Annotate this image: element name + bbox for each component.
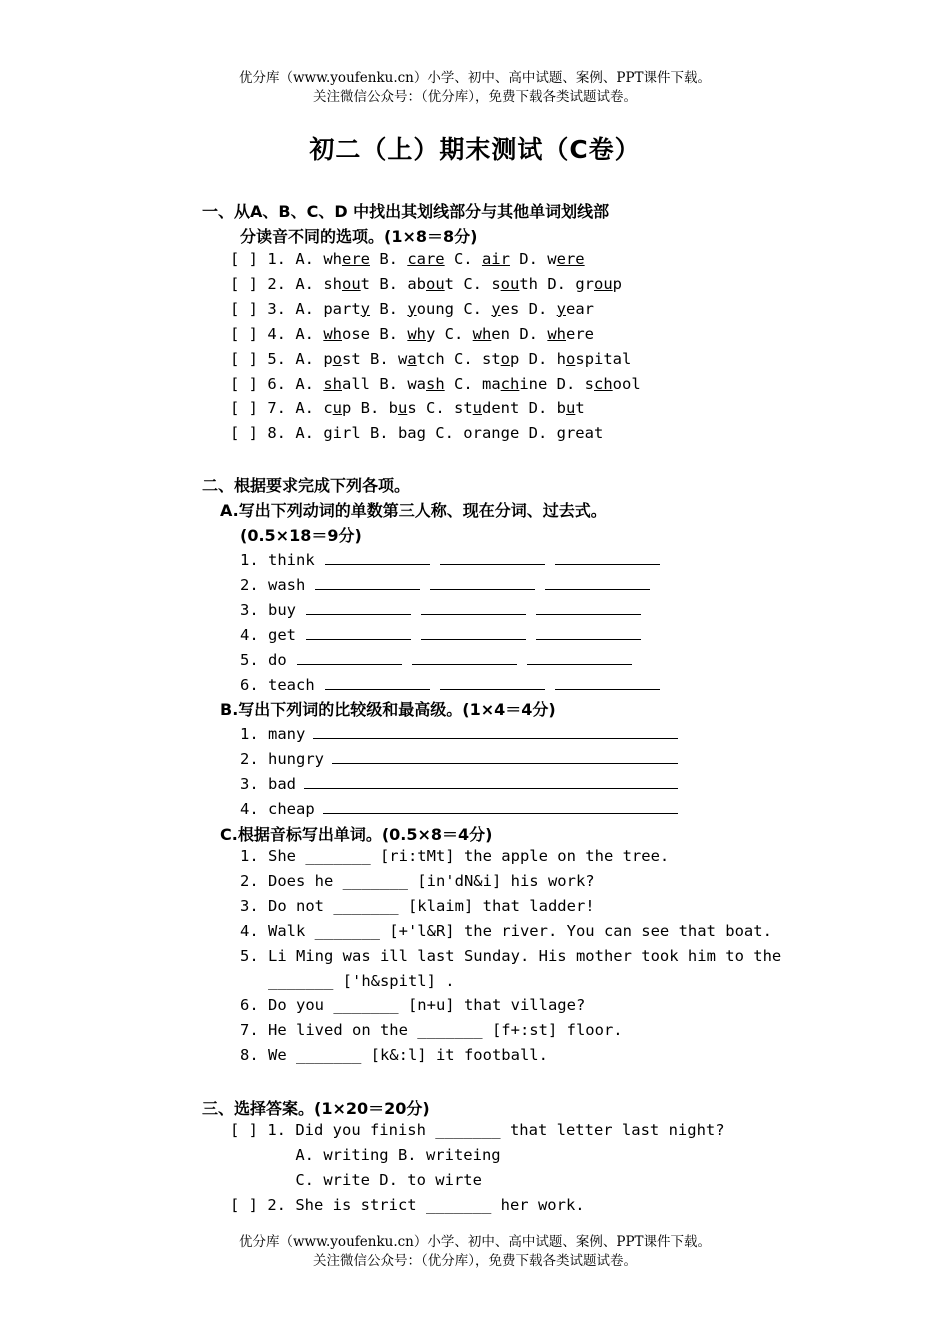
- question-row: [230, 250, 585, 268]
- question-text: ool: [612, 374, 641, 393]
- underlined-letters: air: [481, 250, 510, 268]
- underlined-letters: ou: [425, 274, 445, 293]
- verb-form-row: [240, 624, 651, 644]
- verb-form-row: [240, 549, 670, 569]
- underlined-letters: a: [407, 349, 417, 368]
- question-text: spital: [575, 349, 632, 368]
- answer-blank[interactable]: [421, 624, 526, 640]
- verb-form-row: [240, 649, 642, 669]
- question-row: [230, 399, 585, 417]
- underlined-letters: sh: [323, 374, 342, 393]
- underlined-letters: u: [566, 399, 576, 418]
- question-text: en D.: [491, 324, 548, 343]
- underlined-letters: y: [360, 299, 370, 318]
- question-text: tch C. st: [416, 349, 501, 368]
- adjective-word: 3. bad: [240, 774, 296, 793]
- choice-question-line: [ ] 2. She is strict _______ her work.: [230, 1195, 585, 1214]
- question-text: t: [575, 399, 585, 418]
- page-title: 初二（上）期末测试（C卷）: [309, 135, 641, 164]
- answer-blank[interactable]: [297, 649, 402, 665]
- comparison-row: [240, 748, 688, 768]
- answer-blank[interactable]: [313, 723, 678, 739]
- answer-blank[interactable]: [304, 773, 678, 789]
- phonetic-question: 5. Li Ming was ill last Sunday. His mother took him to the: [240, 946, 782, 965]
- section1-heading-line2: 分读音不同的选项。(1×8＝8分): [240, 227, 478, 246]
- underlined-letters: wh: [547, 324, 567, 343]
- phonetic-question: 7. He lived on the _______ [f+:st] floor.: [240, 1021, 623, 1040]
- answer-blank[interactable]: [555, 674, 660, 690]
- underlined-letters: wh: [323, 324, 342, 343]
- phonetic-question: _______ ['h&spitl] .: [240, 971, 455, 990]
- footer-line-2: 关注微信公众号：（优分库），免费下载各类试题试卷。: [313, 1253, 637, 1269]
- question-text: all B. wa: [342, 374, 426, 393]
- choice-question-line: A. writing B. writeing: [230, 1145, 501, 1164]
- question-text: ose B.: [342, 324, 408, 343]
- section2-heading: 二、根据要求完成下列各项。: [202, 476, 411, 495]
- verb-word: 5. do: [240, 650, 287, 669]
- partB-heading: B.写出下列词的比较级和最高级。(1×4＝4分): [220, 700, 556, 719]
- underlined-letters: ou: [500, 274, 520, 293]
- answer-blank[interactable]: [440, 549, 545, 565]
- answer-blank[interactable]: [325, 549, 430, 565]
- phonetic-question: 8. We _______ [k&:l] it football.: [240, 1046, 548, 1065]
- answer-blank[interactable]: [412, 649, 517, 665]
- phonetic-question: 6. Do you _______ [n+u] that village?: [240, 996, 586, 1015]
- question-text: [ ] 6. A.: [230, 374, 324, 393]
- verb-word: 6. teach: [240, 675, 315, 694]
- answer-blank[interactable]: [315, 574, 420, 590]
- answer-blank[interactable]: [323, 798, 679, 814]
- underlined-letters: u: [332, 399, 342, 418]
- question-text: C. ma: [444, 374, 501, 393]
- underlined-letters: y: [491, 299, 501, 318]
- verb-word: 2. wash: [240, 575, 306, 594]
- choice-question-line: [ ] 1. Did you finish _______ that letter last night?: [230, 1121, 725, 1139]
- question-text: y C.: [426, 324, 473, 343]
- answer-blank[interactable]: [306, 624, 411, 640]
- verb-form-row: [240, 599, 651, 619]
- section1-heading-line1: 一、从A、B、C、D 中找出其划线部分与其他单词划线部: [202, 202, 610, 221]
- question-text: ere: [566, 324, 595, 343]
- answer-blank[interactable]: [430, 574, 535, 590]
- question-text: th D. gr: [519, 274, 594, 293]
- question-text: t C. s: [444, 274, 501, 293]
- question-text: oung C.: [416, 299, 492, 318]
- question-text: t B. ab: [360, 274, 426, 293]
- phonetic-question: 2. Does he _______ [in'dN&i] his work?: [240, 871, 595, 890]
- partA-heading: A.写出下列动词的单数第三人称、现在分词、过去式。: [220, 501, 607, 520]
- header-line-1: 优分库（www.youfenku.cn）小学、初中、高中试题、案例、PPT课件下载。: [238, 70, 712, 86]
- answer-blank[interactable]: [440, 674, 545, 690]
- question-text: [ ] 8. A. girl B. bag C. orange D. great: [230, 424, 604, 443]
- question-text: [ ] 1. A. wh: [230, 250, 342, 268]
- choice-question-line: C. write D. to wirte: [230, 1170, 482, 1189]
- answer-blank[interactable]: [527, 649, 632, 665]
- footer-line-1: 优分库（www.youfenku.cn）小学、初中、高中试题、案例、PPT课件下载。: [238, 1234, 712, 1250]
- underlined-letters: u: [398, 399, 408, 418]
- question-text: B.: [369, 250, 408, 268]
- section3-heading: 三、选择答案。(1×20＝20分): [202, 1099, 430, 1118]
- question-text: [ ] 2. A. sh: [230, 274, 342, 293]
- verb-word: 1. think: [240, 551, 315, 569]
- comparison-row: [240, 723, 688, 743]
- comparison-row: [240, 773, 688, 793]
- underlined-letters: ch: [594, 374, 613, 393]
- adjective-word: 4. cheap: [240, 799, 315, 818]
- question-text: [ ] 3. A. part: [230, 299, 361, 318]
- underlined-letters: o: [332, 349, 342, 368]
- comparison-row: [240, 798, 688, 818]
- answer-blank[interactable]: [332, 748, 678, 764]
- answer-blank[interactable]: [536, 599, 641, 615]
- underlined-letters: care: [407, 250, 445, 268]
- underlined-letters: ere: [556, 250, 585, 268]
- answer-blank[interactable]: [545, 574, 650, 590]
- question-row: [230, 325, 594, 343]
- question-row: [230, 424, 603, 442]
- underlined-letters: ou: [593, 274, 613, 293]
- answer-blank[interactable]: [536, 624, 641, 640]
- underlined-letters: wh: [472, 324, 492, 343]
- adjective-word: 1. many: [240, 725, 306, 743]
- question-text: B.: [370, 299, 408, 318]
- question-text: s C. st: [407, 399, 473, 418]
- answer-blank[interactable]: [306, 599, 411, 615]
- question-text: es D.: [500, 299, 557, 318]
- adjective-word: 2. hungry: [240, 749, 324, 768]
- verb-form-row: [240, 674, 670, 694]
- question-text: dent D. b: [482, 399, 567, 418]
- verb-form-row: [240, 574, 660, 594]
- phonetic-question: 3. Do not _______ [klaim] that ladder!: [240, 896, 595, 915]
- underlined-letters: ch: [500, 374, 520, 393]
- question-text: ear: [566, 299, 595, 318]
- answer-blank[interactable]: [421, 599, 526, 615]
- underlined-letters: sh: [426, 374, 445, 393]
- question-text: p D. h: [510, 349, 567, 368]
- question-text: p B. b: [342, 399, 398, 418]
- question-text: st B. w: [342, 349, 408, 368]
- question-text: C.: [444, 250, 482, 268]
- question-row: [230, 300, 594, 318]
- answer-blank[interactable]: [555, 549, 660, 565]
- question-text: p: [612, 274, 622, 293]
- underlined-letters: y: [556, 299, 567, 318]
- underlined-letters: y: [407, 299, 417, 318]
- question-text: [ ] 5. A. p: [230, 349, 333, 368]
- question-text: [ ] 4. A.: [230, 324, 324, 343]
- question-text: D. w: [509, 250, 557, 268]
- phonetic-question: 4. Walk _______ [+'l&R] the river. You can see that boat.: [240, 921, 772, 940]
- underlined-letters: o: [566, 349, 576, 368]
- question-text: [ ] 7. A. c: [230, 399, 333, 418]
- question-row: [230, 275, 622, 293]
- partA-score: (0.5×18＝9分): [240, 526, 362, 545]
- underlined-letters: ere: [341, 250, 370, 268]
- question-row: [230, 350, 631, 368]
- question-row: [230, 375, 641, 393]
- underlined-letters: wh: [407, 324, 426, 343]
- verb-word: 4. get: [240, 625, 296, 644]
- question-text: ine D. s: [519, 374, 594, 393]
- answer-blank[interactable]: [325, 674, 430, 690]
- phonetic-question: 1. She _______ [ri:tMt] the apple on the tree.: [240, 847, 670, 865]
- partC-heading: C.根据音标写出单词。(0.5×8＝4分): [220, 825, 493, 844]
- underlined-letters: u: [472, 399, 483, 418]
- underlined-letters: ou: [341, 274, 361, 293]
- verb-word: 3. buy: [240, 600, 296, 619]
- header-line-2: 关注微信公众号：（优分库），免费下载各类试题试卷。: [313, 89, 637, 105]
- underlined-letters: o: [500, 349, 511, 368]
